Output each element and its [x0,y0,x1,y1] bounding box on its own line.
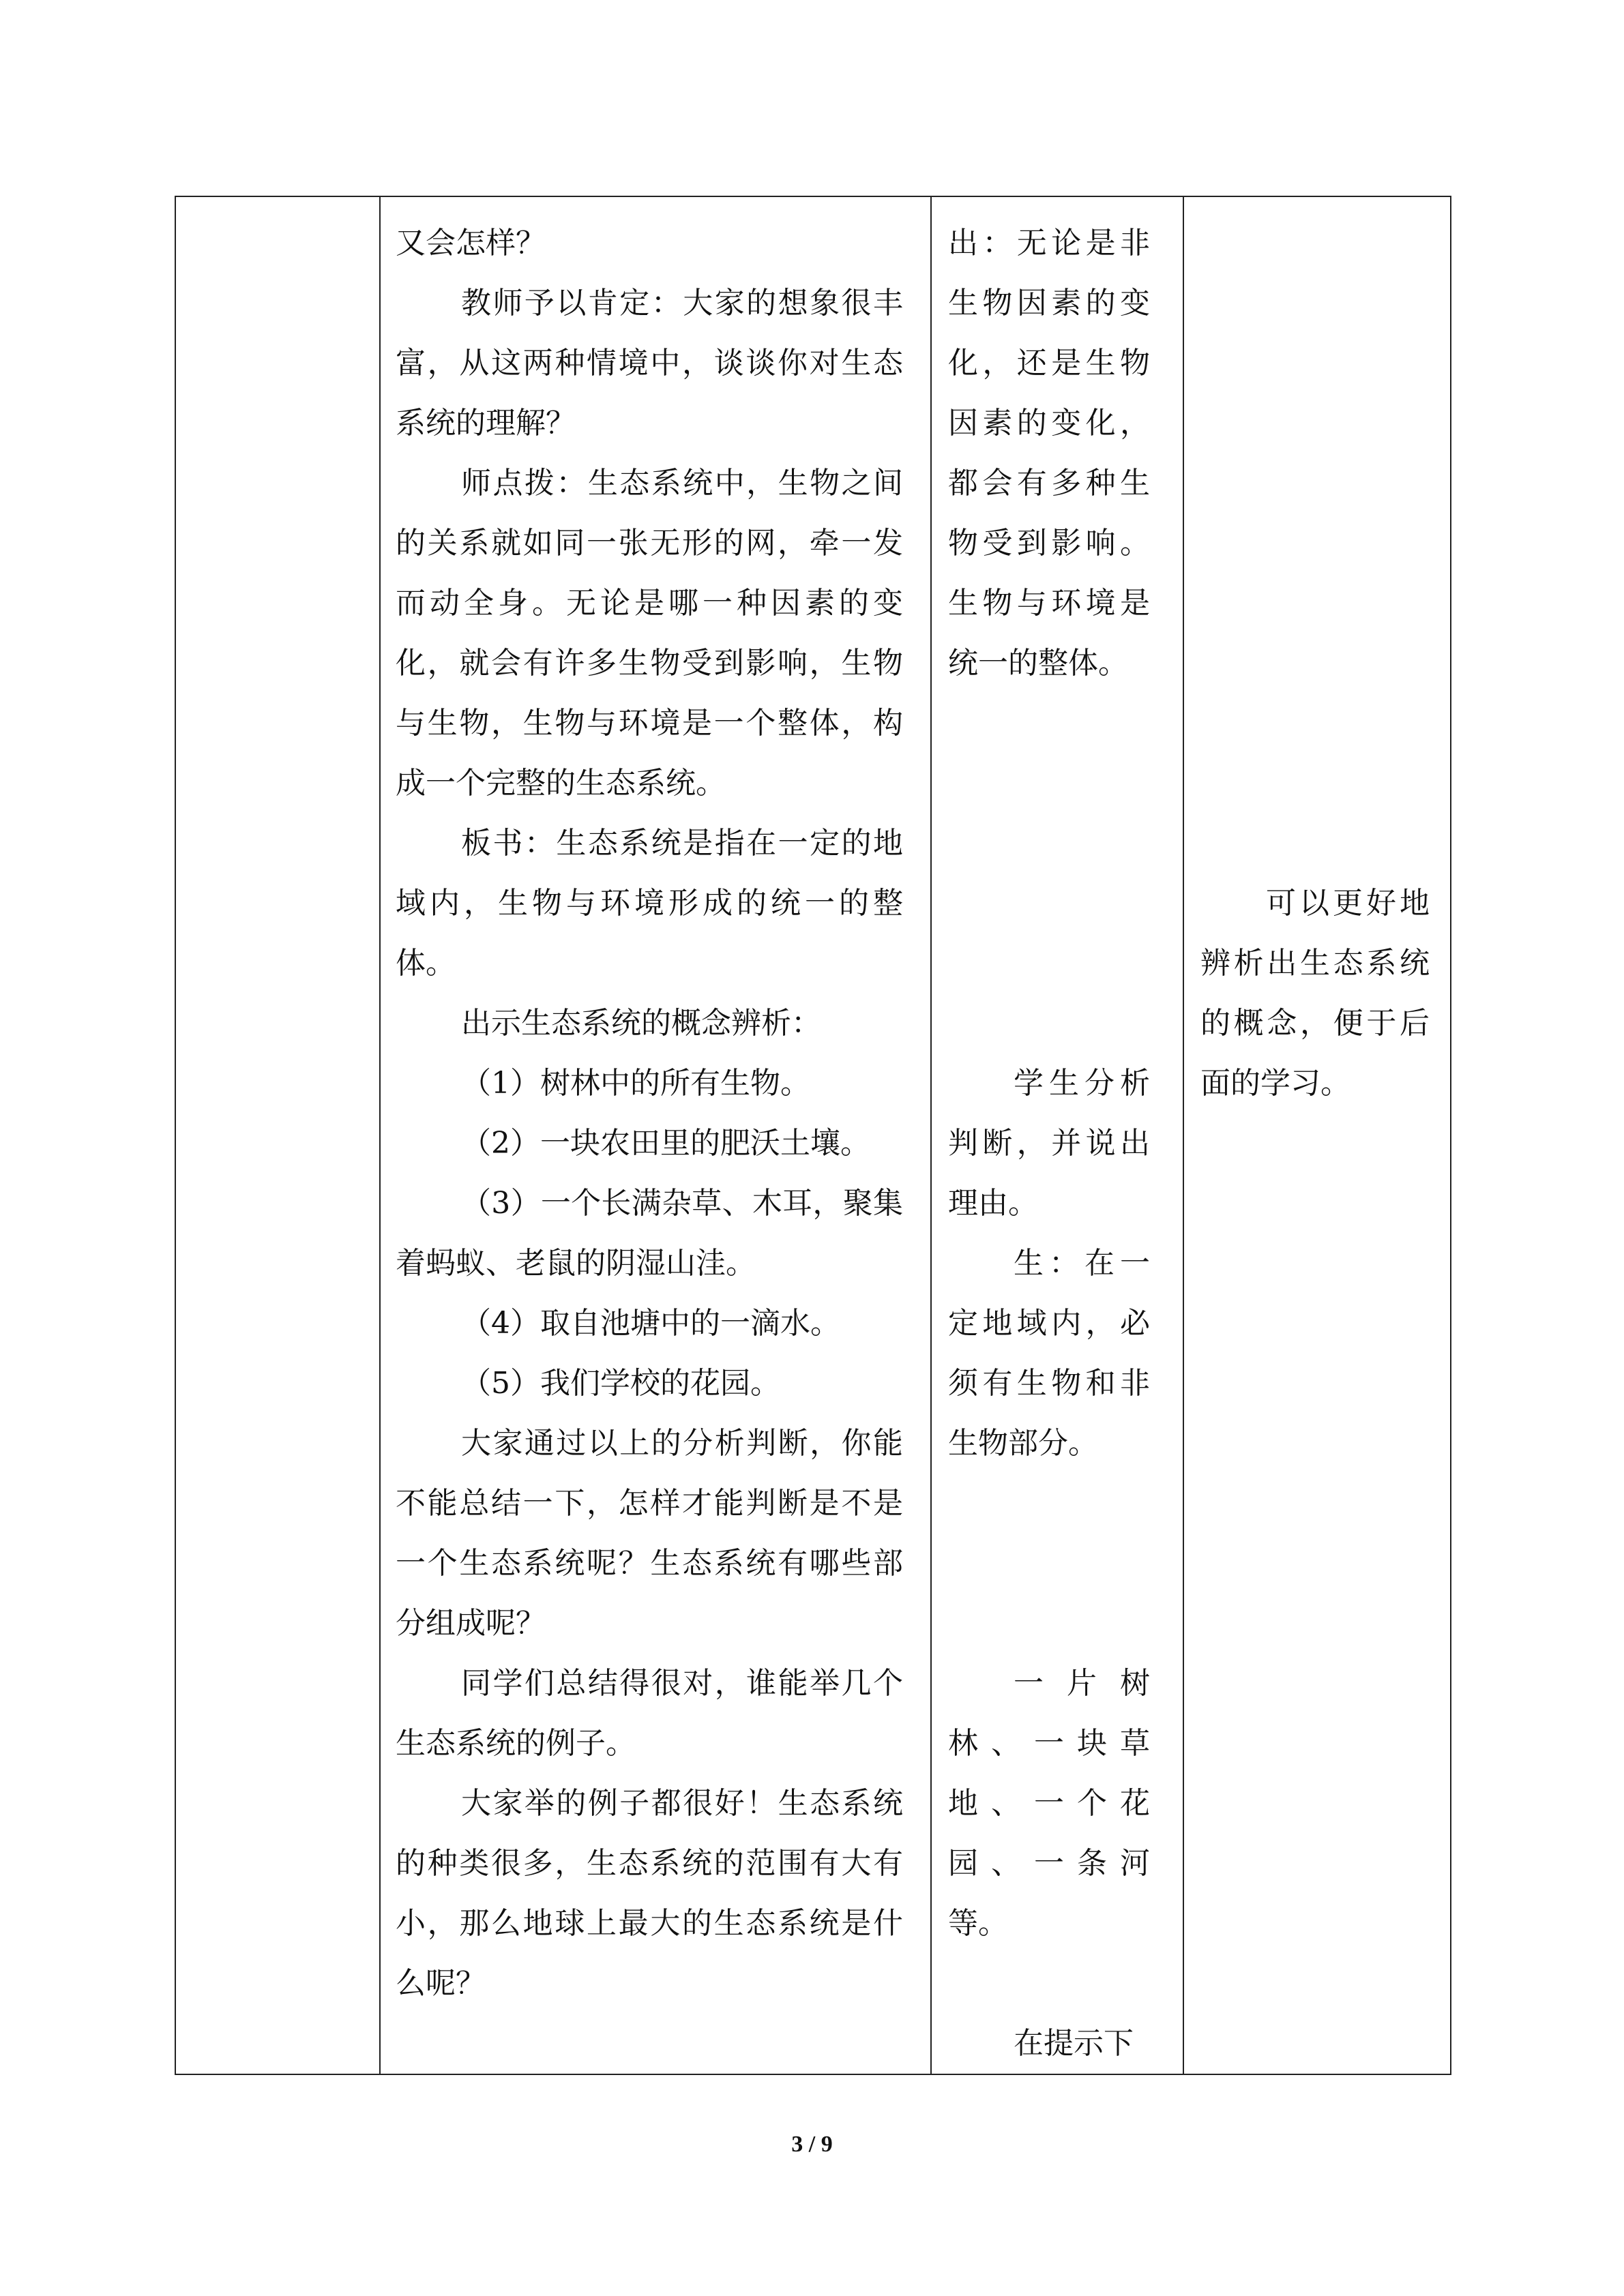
table-row [175,196,1451,2074]
concept-item: （2）一块农田里的肥沃土壤。 [461,1126,870,1161]
lesson-plan-table [175,196,1451,2075]
teacher-paragraph: 出示生态系统的概念辨析： [461,1006,821,1041]
teacher-paragraph: 板书：生态系统是指在一定的地域内，生物与环境形成的统一的整体。 [396,826,903,981]
stage-column-cell [175,196,380,2074]
teacher-paragraph: 大家通过以上的分析判断，你能不能总结一下，怎样才能判断是不是一个生态系统呢？生态系统有哪些部分组成呢？ [396,1426,903,1641]
teacher-paragraph: 大家举的例子都很好！生态系统的种类很多，生态系统的范围有大有小，那么地球上最大的生态系统是什么呢？ [396,1786,903,2001]
student-paragraph: 一片树林、一块草地、一个花园、一条河等。 [948,1666,1150,1941]
student-activity-cell [931,196,1183,2074]
teacher-paragraph: 师点拨：生态系统中，生物之间的关系就如同一张无形的网，牵一发而动全身。无论是哪一种因素的变化，就会有许多生物受到影响，生物与生物，生物与环境是一个整体，构成一个完整的生态系统。 [396,466,903,801]
student-paragraph: 出：无论是非生物因素的变化，还是生物因素的变化，都会有多种生物受到影响。生物与环境是统一的整体。 [948,226,1150,681]
concept-item: （1）树林中的所有生物。 [461,1066,810,1101]
design-intent-cell [1183,196,1451,2074]
student-paragraph: 在提示下 [1014,2026,1134,2061]
page-number: 3 / 9 [791,2132,833,2157]
intent-paragraph: 可以更好地辨析出生态系统的概念，便于后面的学习。 [1200,886,1430,1101]
concept-item: （5）我们学校的花园。 [461,1366,780,1401]
concept-item: （3）一个长满杂草、木耳，聚集着蚂蚁、老鼠的阴湿山洼。 [396,1186,903,1281]
teacher-paragraph: 教师予以肯定：大家的想象很丰富，从这两种情境中，谈谈你对生态系统的理解？ [396,286,903,441]
teacher-paragraph: 同学们总结得很对，谁能举几个生态系统的例子。 [396,1666,903,1761]
student-paragraph: 学生分析判断，并说出理由。 [948,1066,1150,1221]
teacher-activity-cell [380,196,931,2074]
concept-item: （4）取自池塘中的一滴水。 [461,1306,840,1341]
teacher-paragraph: 又会怎样？ [396,226,546,260]
student-paragraph: 生：在一定地域内，必须有生物和非生物部分。 [948,1246,1150,1461]
